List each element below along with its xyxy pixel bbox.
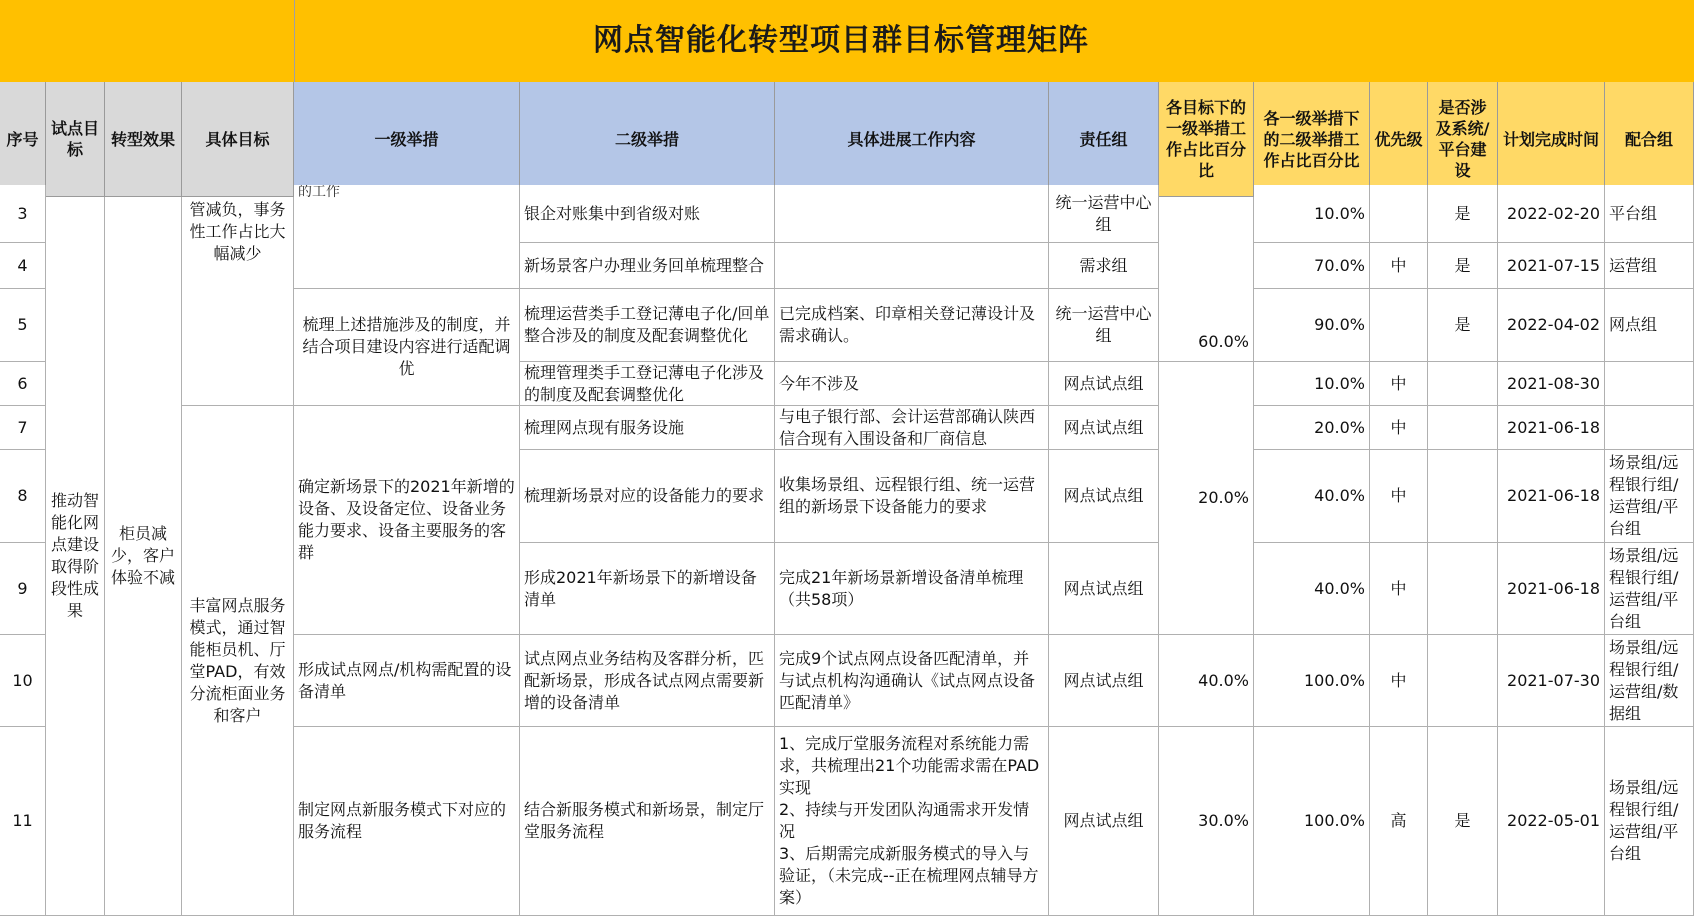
- header-seq[interactable]: 序号: [0, 82, 46, 197]
- cell-progress[interactable]: 1、完成厅堂服务流程对系统能力需求，共梳理出21个功能需求需在PAD实现 2、持续与开发团队沟通需求开发情况 3、后期需完成新服务模式的导入与验证，（未完成--正在梳理网点辅导方案）: [775, 727, 1049, 916]
- cell-owner[interactable]: 统一运营中心组: [1049, 185, 1159, 243]
- cell-specific-goal-b[interactable]: 丰富网点服务模式，通过智能柜员机、厅堂PAD，有效分流柜面业务和客户: [182, 406, 294, 916]
- cell-priority[interactable]: 高: [1370, 727, 1428, 916]
- cell-system[interactable]: [1428, 406, 1498, 450]
- cell-pct1-row11[interactable]: 30.0%: [1159, 727, 1254, 916]
- cell-progress[interactable]: 完成9个试点网点设备匹配清单，并与试点机构沟通确认《试点网点设备匹配清单》: [775, 635, 1049, 727]
- title-bar: [0, 0, 1694, 83]
- cell-owner[interactable]: 网点试点组: [1049, 635, 1159, 727]
- cell-partner[interactable]: [1605, 406, 1694, 450]
- cell-seq[interactable]: 9: [0, 543, 46, 635]
- header-owner[interactable]: 责任组: [1049, 82, 1159, 197]
- cell-plan-date[interactable]: 2022-02-20: [1498, 185, 1605, 243]
- cell-pct2[interactable]: 40.0%: [1254, 543, 1370, 635]
- cell-plan-date[interactable]: 2021-06-18: [1498, 543, 1605, 635]
- cell-effect[interactable]: 柜员减少，客户体验不减: [105, 197, 182, 916]
- header-pilot-goal[interactable]: 试点目标: [46, 82, 105, 197]
- cell-seq[interactable]: 11: [0, 727, 46, 916]
- header-level1[interactable]: 一级举措: [294, 82, 520, 197]
- cell-level1-row10[interactable]: 形成试点网点/机构需配置的设备清单: [294, 635, 520, 727]
- cell-seq[interactable]: 8: [0, 450, 46, 543]
- cell-partner[interactable]: 网点组: [1605, 289, 1694, 362]
- cell-level2[interactable]: 试点网点业务结构及客群分析，匹配新场景，形成各试点网点需要新增的设备清单: [520, 635, 775, 727]
- cell-system[interactable]: 是: [1428, 727, 1498, 916]
- header-effect[interactable]: 转型效果: [105, 82, 182, 197]
- cell-priority[interactable]: 中: [1370, 243, 1428, 289]
- cell-progress[interactable]: 完成21年新场景新增设备清单梳理（共58项）: [775, 543, 1049, 635]
- cell-plan-date[interactable]: 2021-06-18: [1498, 450, 1605, 543]
- cell-level1-row11[interactable]: 制定网点新服务模式下对应的服务流程: [294, 727, 520, 916]
- cell-plan-date[interactable]: 2021-08-30: [1498, 362, 1605, 406]
- cell-level2[interactable]: 新场景客户办理业务回单梳理整合: [520, 243, 775, 289]
- cell-pct1-a[interactable]: 60.0%: [1159, 197, 1254, 362]
- cell-level2[interactable]: 梳理新场景对应的设备能力的要求: [520, 450, 775, 543]
- cell-seq[interactable]: 4: [0, 243, 46, 289]
- sheet-title: 网点智能化转型项目群目标管理矩阵: [593, 23, 1089, 58]
- cell-level2[interactable]: 梳理网点现有服务设施: [520, 406, 775, 450]
- cell-plan-date[interactable]: 2021-07-30: [1498, 635, 1605, 727]
- cell-progress[interactable]: 已完成档案、印章相关登记薄设计及需求确认。: [775, 289, 1049, 362]
- cell-priority[interactable]: 中: [1370, 450, 1428, 543]
- header-specific-goal[interactable]: 具体目标: [182, 82, 294, 197]
- cell-level1-c[interactable]: 确定新场景下的2021年新增的设备、及设备定位、设备业务能力要求、设备主要服务的客群: [294, 406, 520, 635]
- cell-pct1-b[interactable]: 20.0%: [1159, 362, 1254, 635]
- cell-progress[interactable]: [775, 243, 1049, 289]
- cell-seq[interactable]: 6: [0, 362, 46, 406]
- cell-progress[interactable]: [775, 185, 1049, 243]
- cell-owner[interactable]: 网点试点组: [1049, 406, 1159, 450]
- cell-priority[interactable]: 中: [1370, 406, 1428, 450]
- cell-system[interactable]: [1428, 450, 1498, 543]
- cell-owner[interactable]: 网点试点组: [1049, 543, 1159, 635]
- header-level2[interactable]: 二级举措: [520, 82, 775, 197]
- cell-owner[interactable]: 网点试点组: [1049, 450, 1159, 543]
- cell-progress[interactable]: 与电子银行部、会计运营部确认陕西信合现有入围设备和厂商信息: [775, 406, 1049, 450]
- header-plan-date[interactable]: 计划完成时间: [1498, 82, 1605, 197]
- cell-partner[interactable]: 场景组/远程银行组/运营组/平台组: [1605, 543, 1694, 635]
- cell-owner[interactable]: 网点试点组: [1049, 727, 1159, 916]
- header-pct1[interactable]: 各目标下的一级举措工作占比百分比: [1159, 82, 1254, 197]
- cell-seq[interactable]: 10: [0, 635, 46, 727]
- header-system[interactable]: 是否涉及系统/平台建设: [1428, 82, 1498, 197]
- cell-partner[interactable]: 平台组: [1605, 185, 1694, 243]
- cell-progress[interactable]: 收集场景组、远程银行组、统一运营组的新场景下设备能力的要求: [775, 450, 1049, 543]
- title-left-cell[interactable]: [0, 0, 295, 82]
- cell-progress[interactable]: 今年不涉及: [775, 362, 1049, 406]
- cell-pct2[interactable]: 100.0%: [1254, 727, 1370, 916]
- header-pct2[interactable]: 各一级举措下的二级举措工作占比百分比: [1254, 82, 1370, 197]
- cell-pct2[interactable]: 10.0%: [1254, 362, 1370, 406]
- cell-system[interactable]: [1428, 362, 1498, 406]
- cell-pct2[interactable]: 100.0%: [1254, 635, 1370, 727]
- cell-level2[interactable]: 梳理管理类手工登记薄电子化涉及的制度及配套调整优化: [520, 362, 775, 406]
- cell-level2[interactable]: 银企对账集中到省级对账: [520, 185, 775, 243]
- header-priority[interactable]: 优先级: [1370, 82, 1428, 197]
- cell-seq[interactable]: 3: [0, 185, 46, 243]
- cell-partner[interactable]: 运营组: [1605, 243, 1694, 289]
- cell-level1-b[interactable]: 梳理上述措施涉及的制度，并结合项目建设内容进行适配调优: [294, 289, 520, 406]
- cell-pct1-row10[interactable]: 40.0%: [1159, 635, 1254, 727]
- cell-seq[interactable]: 5: [0, 289, 46, 362]
- cell-level2[interactable]: 梳理运营类手工登记薄电子化/回单整合涉及的制度及配套调整优化: [520, 289, 775, 362]
- cell-pct2[interactable]: 20.0%: [1254, 406, 1370, 450]
- cell-system[interactable]: 是: [1428, 243, 1498, 289]
- cell-level2[interactable]: 结合新服务模式和新场景，制定厅堂服务流程: [520, 727, 775, 916]
- cell-level1-a[interactable]: 的工作: [294, 185, 520, 289]
- cell-partner[interactable]: [1605, 362, 1694, 406]
- cell-priority[interactable]: 中: [1370, 635, 1428, 727]
- cell-seq[interactable]: 7: [0, 406, 46, 450]
- cell-system[interactable]: [1428, 543, 1498, 635]
- cell-system[interactable]: 是: [1428, 185, 1498, 243]
- cell-pct2[interactable]: 10.0%: [1254, 185, 1370, 243]
- cell-owner[interactable]: 统一运营中心组: [1049, 289, 1159, 362]
- header-progress[interactable]: 具体进展工作内容: [775, 82, 1049, 197]
- cell-plan-date[interactable]: 2022-04-02: [1498, 289, 1605, 362]
- cell-owner[interactable]: 需求组: [1049, 243, 1159, 289]
- cell-specific-goal-a[interactable]: 管减负，事务性工作占比大幅减少: [182, 197, 294, 406]
- cell-partner[interactable]: 场景组/远程银行组/运营组/平台组: [1605, 727, 1694, 916]
- header-partner[interactable]: 配合组: [1605, 82, 1694, 197]
- cell-owner[interactable]: 网点试点组: [1049, 362, 1159, 406]
- cell-pct2[interactable]: 70.0%: [1254, 243, 1370, 289]
- cell-pct2[interactable]: 40.0%: [1254, 450, 1370, 543]
- cell-partner[interactable]: 场景组/远程银行组/运营组/数据组: [1605, 635, 1694, 727]
- cell-plan-date[interactable]: 2021-06-18: [1498, 406, 1605, 450]
- cell-system[interactable]: 是: [1428, 289, 1498, 362]
- cell-priority[interactable]: 中: [1370, 362, 1428, 406]
- cell-plan-date[interactable]: 2022-05-01: [1498, 727, 1605, 916]
- cell-partner[interactable]: 场景组/远程银行组/运营组/平台组: [1605, 450, 1694, 543]
- cell-plan-date[interactable]: 2021-07-15: [1498, 243, 1605, 289]
- cell-level2[interactable]: 形成2021年新场景下的新增设备清单: [520, 543, 775, 635]
- cell-priority[interactable]: [1370, 289, 1428, 362]
- cell-priority[interactable]: 中: [1370, 543, 1428, 635]
- cell-priority[interactable]: [1370, 185, 1428, 243]
- cell-system[interactable]: [1428, 635, 1498, 727]
- cell-pilot-goal[interactable]: 推动智能化网点建设取得阶段性成果: [46, 197, 105, 916]
- cell-pct2[interactable]: 90.0%: [1254, 289, 1370, 362]
